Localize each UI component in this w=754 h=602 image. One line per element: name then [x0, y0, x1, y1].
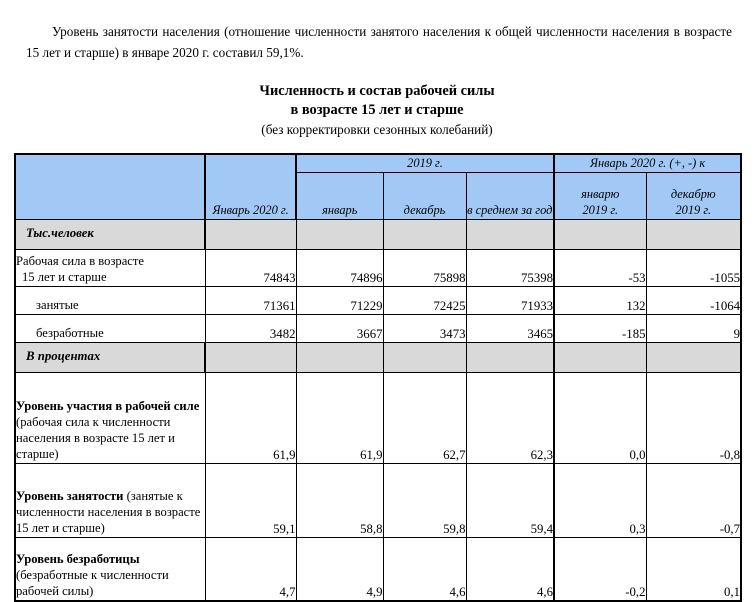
- cell-value: 4,6: [466, 537, 554, 601]
- cell-value: 61,9: [296, 372, 383, 463]
- row-label-line1: занятые: [36, 297, 79, 312]
- table-row: [15, 463, 741, 537]
- section-title-percent: В процентах: [15, 342, 205, 372]
- cell-value: 3465: [466, 314, 554, 342]
- cell-value: 71361: [205, 286, 296, 314]
- intro-paragraph: Уровень занятости населения (отношение численности занятого населения к общей численности населения в возрасте 15 лет и старше) в январе 2020 г. составил 59,1%.: [26, 24, 732, 60]
- cell-value: 74896: [296, 249, 383, 286]
- cell-value: 74843: [205, 249, 296, 286]
- row-label-line2: 15 лет и старше: [22, 269, 107, 284]
- section-spacer-cell: [554, 219, 646, 249]
- section-header-row: [15, 342, 741, 372]
- row-label-rest-part: (занятые к численности населения в возрасте 15 лет и старше): [16, 488, 201, 535]
- row-label-bold-part: Уровень участия в рабочей силе: [16, 398, 200, 413]
- table-title-block: [0, 82, 754, 138]
- header-sub-to-january-2019-line2: 2019 г.: [582, 203, 619, 218]
- cell-value: 0,0: [554, 372, 646, 463]
- cell-value: 4,9: [296, 537, 383, 601]
- section-spacer-cell: [205, 219, 296, 249]
- title-line-3: (без корректировки сезонных колебаний): [261, 121, 493, 137]
- cell-value: 58,8: [296, 463, 383, 537]
- header-group-change: Январь 2020 г. (+, -) к: [554, 154, 741, 172]
- row-label-participation-rate: [15, 372, 205, 463]
- header-sub-to-january-2019-line1: январю: [581, 187, 620, 202]
- title-line-2: в возрасте 15 лет и старше: [290, 102, 464, 119]
- cell-value: -0,2: [554, 537, 646, 601]
- row-label-rest-part: (безработные к численности рабочей силы): [16, 567, 169, 598]
- section-spacer-cell: [466, 342, 554, 372]
- section-spacer-cell: [646, 219, 741, 249]
- header-sub-to-december-2019-line2: 2019 г.: [675, 203, 712, 218]
- cell-value: 3667: [296, 314, 383, 342]
- row-label-rest-part: (рабочая сила к численности населения в возрасте 15 лет и старше): [16, 414, 175, 461]
- cell-value: 59,8: [383, 463, 466, 537]
- section-spacer-cell: [646, 342, 741, 372]
- row-label-line1: безработные: [36, 325, 104, 340]
- cell-value: -1055: [646, 249, 741, 286]
- cell-value: -1064: [646, 286, 741, 314]
- section-spacer-cell: [383, 342, 466, 372]
- row-label-unemployed: [15, 314, 205, 342]
- header-group-2019: 2019 г.: [296, 154, 554, 172]
- section-spacer-cell: [296, 342, 383, 372]
- section-header-row: [15, 219, 741, 249]
- header-sub-december: декабрь: [383, 172, 466, 219]
- cell-value: 75898: [383, 249, 466, 286]
- header-sub-to-december-2019: [646, 172, 741, 219]
- cell-value: 62,7: [383, 372, 466, 463]
- cell-value: -0,8: [646, 372, 741, 463]
- table-header: [15, 154, 741, 219]
- cell-value: 3473: [383, 314, 466, 342]
- section-title-thousands: Тыс.человек: [15, 219, 205, 249]
- cell-value: -0,7: [646, 463, 741, 537]
- cell-value: 0,3: [554, 463, 646, 537]
- section-spacer-cell: [466, 219, 554, 249]
- row-label-line1: Рабочая сила в возрасте: [16, 253, 144, 268]
- section-spacer-cell: [205, 342, 296, 372]
- cell-value: 61,9: [205, 372, 296, 463]
- statistics-table-wrapper: [14, 153, 740, 601]
- cell-value: 62,3: [466, 372, 554, 463]
- row-label-employment-rate: [15, 463, 205, 537]
- header-row-top: [15, 154, 741, 172]
- table-row: [15, 286, 741, 314]
- cell-value: 9: [646, 314, 741, 342]
- cell-value: 75398: [466, 249, 554, 286]
- header-sub-to-january-2019: [554, 172, 646, 219]
- header-sub-avg-year: в среднем за год: [466, 172, 554, 219]
- cell-value: 4,7: [205, 537, 296, 601]
- cell-value: 71933: [466, 286, 554, 314]
- cell-value: 4,6: [383, 537, 466, 601]
- row-label-bold-part: Уровень безработицы: [16, 551, 140, 566]
- title-line-1: Численность и состав рабочей силы: [259, 83, 495, 100]
- row-label-unemployment-rate: [15, 537, 205, 601]
- cell-value: -185: [554, 314, 646, 342]
- table-row: [15, 537, 741, 601]
- section-spacer-cell: [554, 342, 646, 372]
- cell-value: 59,4: [466, 463, 554, 537]
- header-sub-january: январь: [296, 172, 383, 219]
- table-row: [15, 314, 741, 342]
- cell-value: -53: [554, 249, 646, 286]
- document-page: [0, 13, 754, 597]
- section-spacer-cell: [296, 219, 383, 249]
- table-body: [15, 219, 741, 601]
- cell-value: 72425: [383, 286, 466, 314]
- table-row: [15, 249, 741, 286]
- labor-force-table: [14, 153, 742, 601]
- cell-value: 71229: [296, 286, 383, 314]
- section-spacer-cell: [383, 219, 466, 249]
- table-row: [15, 372, 741, 463]
- cell-value: 132: [554, 286, 646, 314]
- header-jan-2020: Январь 2020 г.: [205, 154, 296, 219]
- row-label-employed: [15, 286, 205, 314]
- row-label-bold-part: Уровень занятости: [16, 488, 124, 503]
- header-corner-cell: [15, 154, 205, 219]
- row-label-labor-force: [15, 249, 205, 286]
- cell-value: 59,1: [205, 463, 296, 537]
- cell-value: 0,1: [646, 537, 741, 601]
- cell-value: 3482: [205, 314, 296, 342]
- header-sub-to-december-2019-line1: декабрю: [670, 187, 716, 202]
